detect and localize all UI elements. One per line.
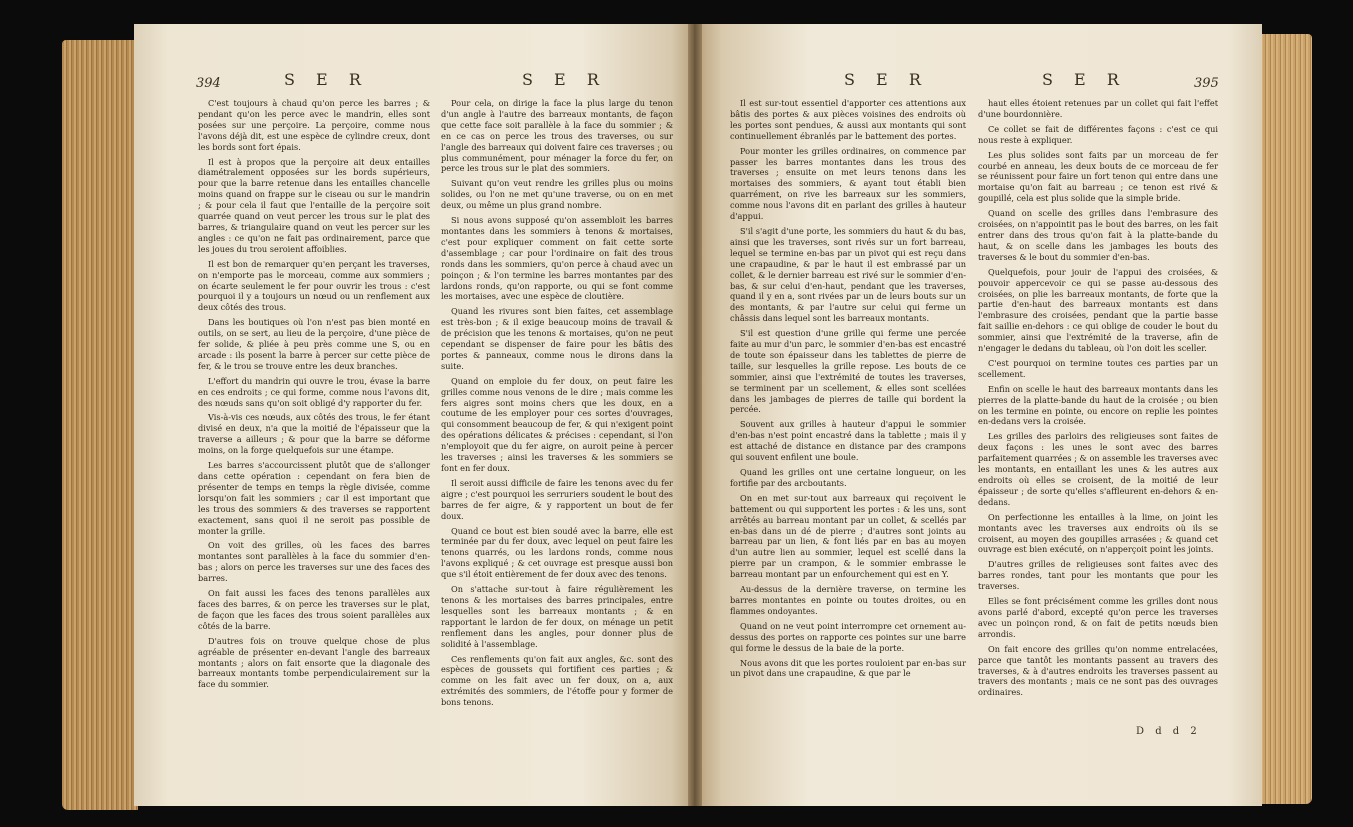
- page-number-right: 395: [1194, 76, 1219, 91]
- paragraph: Souvent aux grilles à hauteur d'appui le sommier d'en-bas n'est point encastré dans la tablette ; mais il y est attaché de distance en distance par des crampons qui souvent enfilent une boule.: [730, 419, 966, 463]
- paragraph: S'il s'agit d'une porte, les sommiers du haut & du bas, ainsi que les traverses, sont rivés sur un fort barreau, lequel se termine en-bas par un pivot qui est reçu dans une crapaudine, & par le haut il est embrassé par un collet, & le dernier barreau est rivé sur le sommier d'en-bas, & sur celui d'en-haut, pendant que les traverses, quand il y en a, sont rivées par un de leurs bouts sur un des montants, & par l'autre sur celui qui ferme un châssis dans lequel sont les barreaux montants.: [730, 225, 966, 324]
- paragraph: Vis-à-vis ces nœuds, aux côtés des trous, le fer étant divisé en deux, n'a que la moitié de l'épaisseur que la traverse a ailleurs ; & pour que la barre se déforme moins, on la forge quelquefois sur une étampe.: [198, 412, 430, 456]
- paragraph: Dans les boutiques où l'on n'est pas bien monté en outils, on se sert, au lieu de la perçoire, d'une pièce de fer solide, & pliée à peu près comme une S, ou en arcade : ils posent la barre à percer sur cette pièce de fer, & le trou se trouve entre les deux branches.: [198, 317, 430, 371]
- signature-mark: D d d 2: [1136, 726, 1201, 737]
- running-head-left-col2: S E R: [522, 70, 607, 89]
- paragraph: On fait encore des grilles qu'on nomme entrelacées, parce que tantôt les montants passent au travers des traverses, & à d'autres endroits les traverses passent au travers des montants ; mais ce ne sont pas des ouvrages ordinaires.: [978, 643, 1218, 698]
- paragraph: L'effort du mandrin qui ouvre le trou, évase la barre en ces endroits ; ce qui forme, comme nous l'avons dit, des nœuds sans qu'on soit obligé d'y rapporter du fer.: [198, 375, 430, 408]
- paragraph: Pour cela, on dirige la face la plus large du tenon d'un angle à l'autre des barreaux montants, de façon que cette face soit parallèle à la face du sommier ; & en ce cas on perce les trous des traverses, ou sur l'angle des barreaux qui doivent faire ces traverses ; ou plus communément, pour ménager la force du fer, on perce les trous sur le plat des sommiers.: [441, 98, 673, 174]
- left-page: [134, 24, 694, 806]
- right-page: [694, 24, 1262, 806]
- paragraph: Elles se font précisément comme les grilles dont nous avons parlé d'abord, excepté qu'on perce les traverses avec un poinçon rond, & on fait de petits nœuds bien arrondis.: [978, 596, 1218, 639]
- paragraph: Il est à propos que la perçoire ait deux entailles diamétralement opposées sur les bords supérieurs, pour que la barre retenue dans les entailles chancelle moins quand on frappe sur le ciseau ou sur le mandrin ; & pour cela il faut que l'entaille de la perçoire soit quarrée quand on veut percer les trous sur le plat des barres, & triangulaire quand on veut les percer sur les angles : ce qu'on ne fait pas ordinairement, parce que les joues du trou seroient affoiblies.: [198, 156, 430, 254]
- running-head-left-col1: S E R: [284, 70, 369, 89]
- paragraph: Quand on emploie du fer doux, on peut faire les grilles comme nous venons de le dire ; mais comme les fers aigres sont moins chers que les doux, en a coutume de les employer pour ces sortes d'ouvrages, qui consomment beaucoup de fer, & qui n'exigent point des opérations délicates & précises : cependant, si l'on n'employoit que du fer aigre, on auroit peine à percer les traverses ; ainsi les traverses & les sommiers se font en fer doux.: [441, 375, 673, 473]
- paragraph: Quand les rivures sont bien faites, cet assemblage est très-bon ; & il exige beaucoup moins de travail & de précision que les tenons & mortaises, qu'on ne peut cependant se dispenser de faire pour les bâtis des portes & panneaux, comme nous le dirons dans la suite.: [441, 306, 673, 371]
- running-head-right-col1: S E R: [844, 70, 929, 89]
- paragraph: On en met sur-tout aux barreaux qui reçoivent le battement ou qui supportent les portes : & les uns, sont arrêtés au barreau montant par un collet, & scellés par en-bas dans un dé de pierre ; d'autres sont joints au barreau par un lien, & font liés par en bas au moyen d'un autre lien au sommier, lequel est scellé dans la pierre par un crampon, & le sommier embrasse le barreau montant par un enfourchement qui est en Y.: [730, 492, 966, 580]
- paragraph: On perfectionne les entailles à la lime, on joint les montants avec les traverses aux endroits où ils se croisent, au moyen des goupilles arrasées ; & quand cet ouvrage est bien exécuté, on n'apperçoit point les joints.: [978, 511, 1218, 555]
- paragraph: Les plus solides sont faits par un morceau de fer courbé en anneau, les deux bouts de ce morceau de fer se réunissent pour faire un fort tenon qui entre dans une mortaise qu'on fait au barreau ; ce tenon est rivé & goupillé, cela est plus solide que la simple bride.: [978, 149, 1218, 204]
- paragraph: Quand on scelle des grilles dans l'embrasure des croisées, on n'appointit pas le bout des barres, on les fait entrer dans des trous qu'on fait à la platte-bande du haut, & on scelle dans les jambages les bouts des traverses & le bout du sommier d'en-bas.: [978, 208, 1218, 262]
- paragraph: S'il est question d'une grille qui ferme une percée faite au mur d'un parc, le sommier d'en-bas est encastré de toute son épaisseur dans les tablettes de pierre de taille, sur lesquelles la grille repose. Les bouts de ce sommier, ainsi que l'extrémité de toutes les traverses, se terminent par un scellement, & elles sont scellées dans les jambages de pierres de taille qui bordent la percée.: [730, 328, 966, 415]
- paragraph: Les grilles des parloirs des religieuses sont faites de deux façons : les unes le sont avec des barres parfaitement quarrées ; & on assemble les traverses avec les montants, en entaillant les unes & les autres aux endroits où elles se croisent, de la moitié de leur épaisseur ; de sorte qu'elles s'affleurent en-dehors & en-dedans.: [978, 431, 1218, 507]
- right-page-column-2: [978, 98, 1218, 702]
- paragraph: On voit des grilles, où les faces des barres montantes sont parallèles à la face du sommier d'en-bas ; alors on perce les traverses sur une des faces des barres.: [198, 540, 430, 584]
- paragraph: Il est bon de remarquer qu'en perçant les traverses, on n'emporte pas le morceau, comme aux sommiers ; on écarte seulement le fer pour ouvrir les trous : c'est pourquoi il y a toujours un nœud ou un renflement aux deux côtés des trous.: [198, 258, 430, 313]
- paragraph: haut elles étoient retenues par un collet qui fait l'effet d'une bourdonnière.: [978, 98, 1218, 119]
- page-number-left: 394: [196, 76, 221, 91]
- paragraph: Suivant qu'on veut rendre les grilles plus ou moins solides, ou l'on ne met qu'une traverse, ou on en met deux, ou même un plus grand nombre.: [441, 178, 673, 211]
- paragraph: Enfin on scelle le haut des barreaux montants dans les pierres de la platte-bande du haut de la croisée ; ou bien on les termine en pointe, ou encore on replie les pointes en-dedans vers la croisée.: [978, 383, 1218, 427]
- paragraph: On s'attache sur-tout à faire régulièrement les tenons & les mortaises des barres principales, entre lesquelles sont les barreaux montants ; & en rapportant le lardon de fer doux, on ménage un petit renflement dans les angles, pour donner plus de solidité à l'assemblage.: [441, 584, 673, 649]
- paragraph: D'autres fois on trouve quelque chose de plus agréable de présenter en-devant l'angle des barreaux montants ; alors on fait ensorte que la diagonale des barreaux montants tombe perpendiculairement sur la face du sommier.: [198, 635, 430, 690]
- book-gutter: [688, 24, 702, 806]
- paragraph: Il est sur-tout essentiel d'apporter ces attentions aux bâtis des portes & aux pièces voisines des endroits où les portes sont pendues, & aussi aux montants qui sont continuellement ébranlés par le battement des portes.: [730, 98, 966, 141]
- left-page-column-1: [198, 98, 430, 694]
- paragraph: Au-dessus de la dernière traverse, on termine les barres montantes en pointe ou toutes droites, ou en flammes ondoyantes.: [730, 584, 966, 616]
- paragraph: Ces renflements qu'on fait aux angles, &c. sont des espèces de goussets qui fortifient ces parties ; & comme on les fait avec un fer doux, on a, aux extrémités des sommiers, de l'étoffe pour y former de bons tenons.: [441, 653, 673, 708]
- paragraph: Nous avons dit que les portes rouloient par en-bas sur un pivot dans une crapaudine, & que par le: [730, 657, 966, 679]
- paragraph: Quand on ne veut point interrompre cet ornement au-dessus des portes on rapporte ces pointes sur une barre qui forme le dessus de la baie de la porte.: [730, 620, 966, 653]
- paragraph: On fait aussi les faces des tenons parallèles aux faces des barres, & on perce les traverses sur le plat, de façon que les faces des trous soient parallèles aux côtés de la barre.: [198, 588, 430, 631]
- running-head-right-col2: S E R: [1042, 70, 1127, 89]
- paragraph: Pour monter les grilles ordinaires, on commence par passer les barres montantes dans les trous des traverses ; ensuite on met leurs tenons dans les mortaises des sommiers, & ayant tout établi bien quarrément, on rive les barreaux sur les sommiers, comme nous l'avons dit en parlant des grilles à hauteur d'appui.: [730, 145, 966, 222]
- paragraph: Ce collet se fait de différentes façons : c'est ce qui nous reste à expliquer.: [978, 123, 1218, 145]
- paragraph: Quelquefois, pour jouir de l'appui des croisées, & pouvoir appercevoir ce qui se passe au-dessous des croisées, on plie les barreaux montants, de forte que la partie d'en-haut des barreaux montants est dans l'embrasure des croisées, pendant que la partie basse fait saillie en-dehors : ce qui oblige de couder le bout du sommier, ainsi que l'extrémité de la traverse, afin de n'engager le dedans du tableau, où l'on doit les sceller.: [978, 266, 1218, 354]
- paragraph: Il seroit aussi difficile de faire les tenons avec du fer aigre ; c'est pourquoi les serruriers soudent le bout des barres de fer aigre, & y rapportent un bout de fer doux.: [441, 477, 673, 521]
- paragraph: Quand les grilles ont une certaine longueur, on les fortifie par des arcboutants.: [730, 467, 966, 488]
- paragraph: D'autres grilles de religieuses sont faites avec des barres rondes, tant pour les montants que pour les traverses.: [978, 559, 1218, 592]
- right-page-edges: [1258, 34, 1312, 804]
- open-book: [62, 18, 1312, 818]
- left-page-edges: [62, 40, 138, 810]
- paragraph: Si nous avons supposé qu'on assembloit les barres montantes dans les sommiers à tenons & mortaises, c'est pour expliquer comment on fait cette sorte d'assemblage ; car pour l'ordinaire on fait des trous ronds dans les sommiers, qu'on perce à chaud avec un poinçon ; & l'on termine les barres montantes par des lardons ronds, qu'on rapporte, ou qui se font comme les mortaises, avec une espèce de cloutière.: [441, 215, 673, 302]
- paragraph: Quand ce bout est bien soudé avec la barre, elle est terminée par du fer doux, avec lequel on peut faire les tenons quarrés, ou les lardons ronds, comme nous l'avons expliqué ; & cet ouvrage est presque aussi bon que s'il étoit entièrement de fer doux avec des tenons.: [441, 525, 673, 580]
- paragraph: C'est pourquoi on termine toutes ces parties par un scellement.: [978, 357, 1218, 379]
- left-page-column-2: [441, 98, 673, 712]
- paragraph: C'est toujours à chaud qu'on perce les barres ; & pendant qu'on les perce avec le mandrin, elles sont posées sur une perçoire. La perçoire, comme nous l'avons déjà dit, est une espèce de cylindre creux, dont les bords sont fort épais.: [198, 98, 430, 152]
- right-page-column-1: [730, 98, 966, 683]
- paragraph: Les barres s'accourcissent plutôt que de s'allonger dans cette opération : cependant on fera bien de présenter de temps en temps la règle divisée, comme lorsqu'on fait les sommiers ; car il est important que les trous des sommiers & des traverses se rapportent exactement, sans quoi il ne seroit pas possible de monter la grille.: [198, 460, 430, 536]
